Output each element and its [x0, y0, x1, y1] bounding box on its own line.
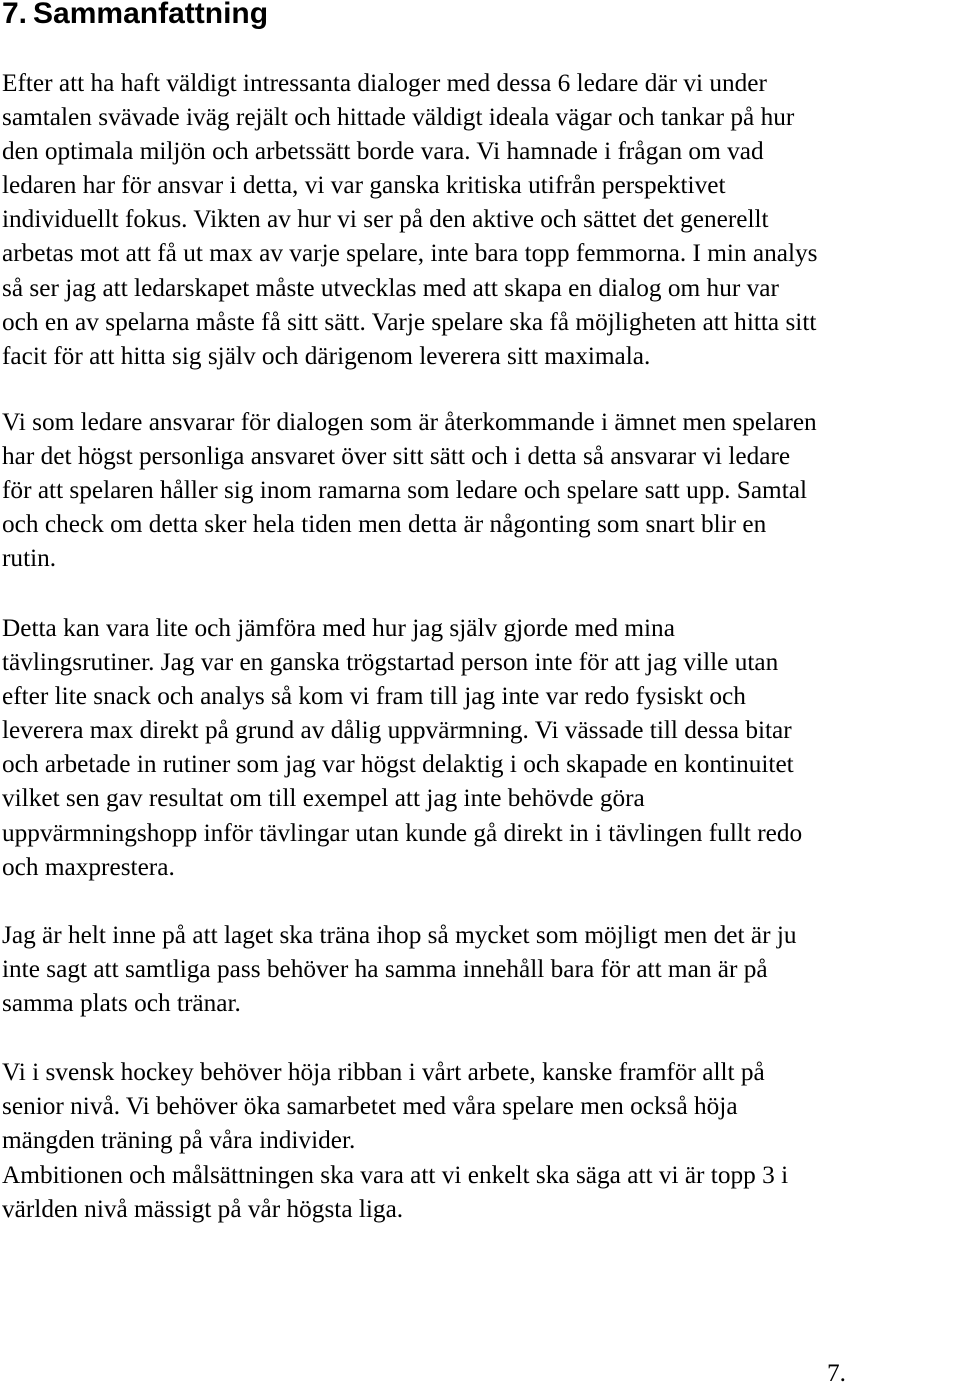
text-line: leverera max direkt på grund av dålig uppvärmning. Vi vässade till dessa bitar [2, 716, 792, 745]
text-line: Vi som ledare ansvarar för dialogen som är återkommande i ämnet men spelaren [2, 408, 817, 436]
text-line: Vi i svensk hockey behöver höja ribban i vårt arbete, kanske framför allt på [2, 1058, 765, 1086]
paragraph-5 [2, 1055, 960, 1157]
text-line: så ser jag att ledarskapet måste utvecklas med att skapa en dialog om hur var [2, 273, 779, 302]
text-line: den optimala miljön och arbetssätt borde vara. Vi hamnade i frågan om vad [2, 137, 764, 166]
section-number: 7. [2, 0, 28, 30]
text-line: rutin. [2, 544, 57, 573]
paragraph-2 [2, 405, 960, 575]
text-line: ledaren har för ansvar i detta, vi var ganska kritiska utifrån perspektivet [2, 171, 726, 200]
text-line: Jag är helt inne på att laget ska träna ihop så mycket som möjligt men det är ju [2, 921, 797, 949]
text-line: inte sagt att samtliga pass behöver ha samma innehåll bara för att man är på [2, 955, 768, 984]
paragraph-3 [2, 611, 960, 884]
text-line: facit för att hitta sig själv och därigenom leverera sitt maximala. [2, 341, 651, 370]
text-line: individuellt fokus. Vikten av hur vi ser på den aktive och sättet det generellt [2, 205, 769, 234]
text-line: har det högst personliga ansvaret över sitt sätt och i detta så ansvarar vi ledare [2, 442, 791, 471]
text-line: och arbetade in rutiner som jag var högst delaktig i och skapade en kontinuitet [2, 750, 794, 779]
text-line: och check om detta sker hela tiden men detta är någonting som snart blir en [2, 510, 767, 539]
text-line: efter lite snack och analys så kom vi fram till jag inte var redo fysiskt och [2, 682, 746, 711]
text-line: arbetas mot att få ut max av varje spelare, inte bara topp femmorna. I min analys [2, 239, 818, 268]
page-number: 7. [827, 1359, 846, 1387]
text-line: tävlingsrutiner. Jag var en ganska trögstartad person inte för att jag ville utan [2, 648, 779, 677]
text-line: mängden träning på våra individer. [2, 1126, 356, 1155]
text-line: Detta kan vara lite och jämföra med hur jag själv gjorde med mina [2, 614, 675, 642]
text-line: och en av spelarna måste få sitt sätt. Varje spelare ska få möjligheten att hitta sitt [2, 307, 817, 336]
text-line: uppvärmningshopp inför tävlingar utan kunde gå direkt in i tävlingen fullt redo [2, 818, 803, 847]
text-line: samtalen svävade iväg rejält och hittade väldigt ideala vägar och tankar på hur [2, 103, 795, 132]
text-line: världen nivå mässigt på vår högsta liga. [2, 1195, 404, 1224]
text-line: Efter att ha haft väldigt intressanta dialoger med dessa 6 ledare där vi under [2, 69, 767, 97]
text-line: för att spelaren håller sig inom ramarna som ledare och spelare satt upp. Samtal [2, 476, 808, 505]
text-line: Ambitionen och målsättningen ska vara att vi enkelt ska säga att vi är topp 3 i [2, 1161, 789, 1189]
text-line: vilket sen gav resultat om till exempel att jag inte behövde göra [2, 784, 645, 813]
section-title: Sammanfattning [33, 0, 269, 30]
text-line: samma plats och tränar. [2, 989, 241, 1018]
text-line: senior nivå. Vi behöver öka samarbetet med våra spelare men också höja [2, 1092, 738, 1121]
text-line: och maxprestera. [2, 852, 175, 881]
paragraph-1 [2, 66, 960, 373]
paragraph-6 [2, 1158, 960, 1226]
paragraph-4 [2, 918, 960, 1020]
section-heading [2, 0, 268, 32]
